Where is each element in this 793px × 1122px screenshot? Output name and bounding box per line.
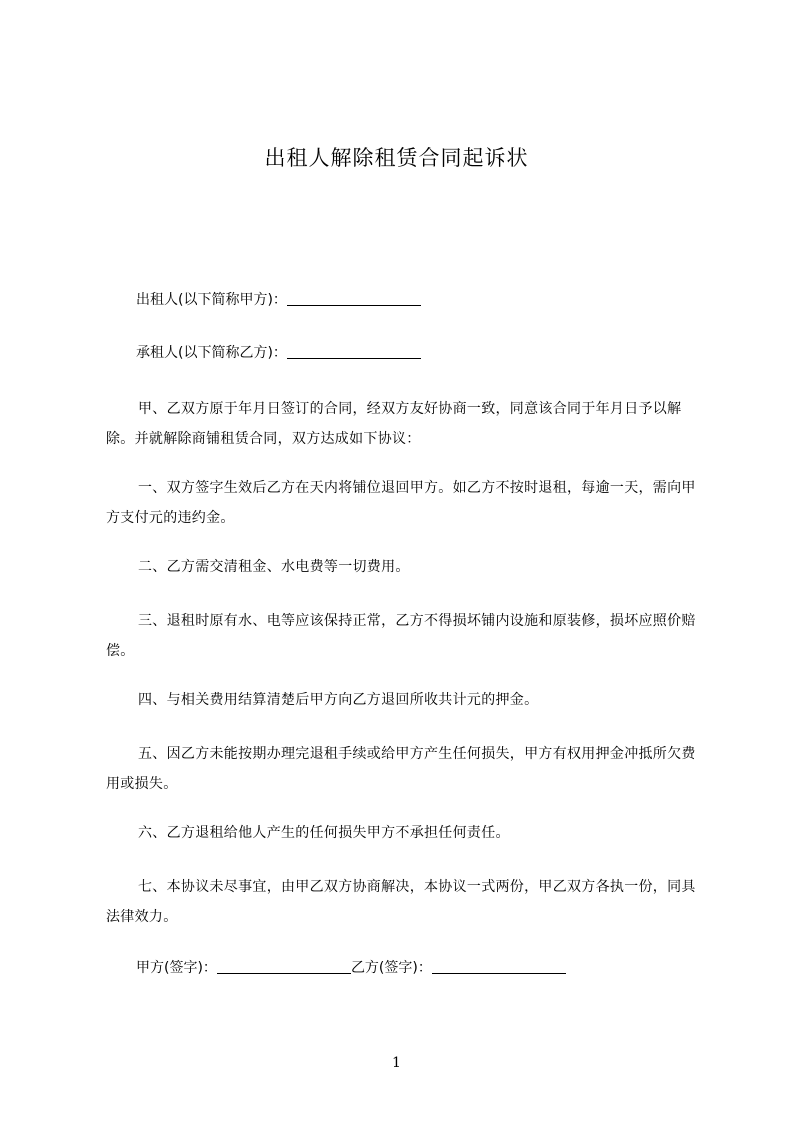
party-a-sign-blank <box>217 958 351 974</box>
lessor-line <box>136 285 421 315</box>
page-number: 1 <box>392 1055 401 1071</box>
clause-3: 三、退租时原有水、电等应该保持正常，乙方不得损坏铺内设施和原装修，损坏应照价赔偿。 <box>106 613 696 659</box>
intro-paragraph: 甲、乙双方原于年月日签订的合同，经双方友好协商一致，同意该合同于年月日予以解除。并就解除商铺租赁合同，双方达成如下协议： <box>106 401 682 447</box>
clause-6: 六、乙方退租给他人产生的任何损失甲方不承担任何责任。 <box>138 825 510 841</box>
lessee-label: 承租人(以下简称乙方)： <box>136 345 287 361</box>
lessee-line <box>136 338 421 368</box>
party-b-sign-blank <box>432 958 566 974</box>
party-a-sign-label: 甲方(签字)： <box>136 960 217 976</box>
clause-5: 五、因乙方未能按期办理完退租手续或给甲方产生任何损失，甲方有权用押金冲抵所欠费用或损失。 <box>106 746 696 792</box>
party-b-sign-label: 乙方(签字)： <box>350 960 432 976</box>
clause-2: 二、乙方需交清租金、水电费等一切费用。 <box>138 559 410 575</box>
document-title: 出租人解除租赁合同起诉状 <box>264 146 529 170</box>
clause-4: 四、与相关费用结算清楚后甲方向乙方退回所收共计元的押金。 <box>138 692 539 708</box>
lessee-blank <box>287 343 421 359</box>
lessor-label: 出租人(以下简称甲方)： <box>136 292 287 308</box>
clause-7: 七、本协议未尽事宜，由甲乙双方协商解决，本协议一式两份，甲乙双方各执一份，同具法律效力。 <box>106 879 696 925</box>
lessor-blank <box>287 290 421 306</box>
clause-1: 一、双方签字生效后乙方在天内将铺位退回甲方。如乙方不按时退租，每逾一天，需向甲方支付元的违约金。 <box>106 480 696 526</box>
signature-line <box>136 953 566 983</box>
